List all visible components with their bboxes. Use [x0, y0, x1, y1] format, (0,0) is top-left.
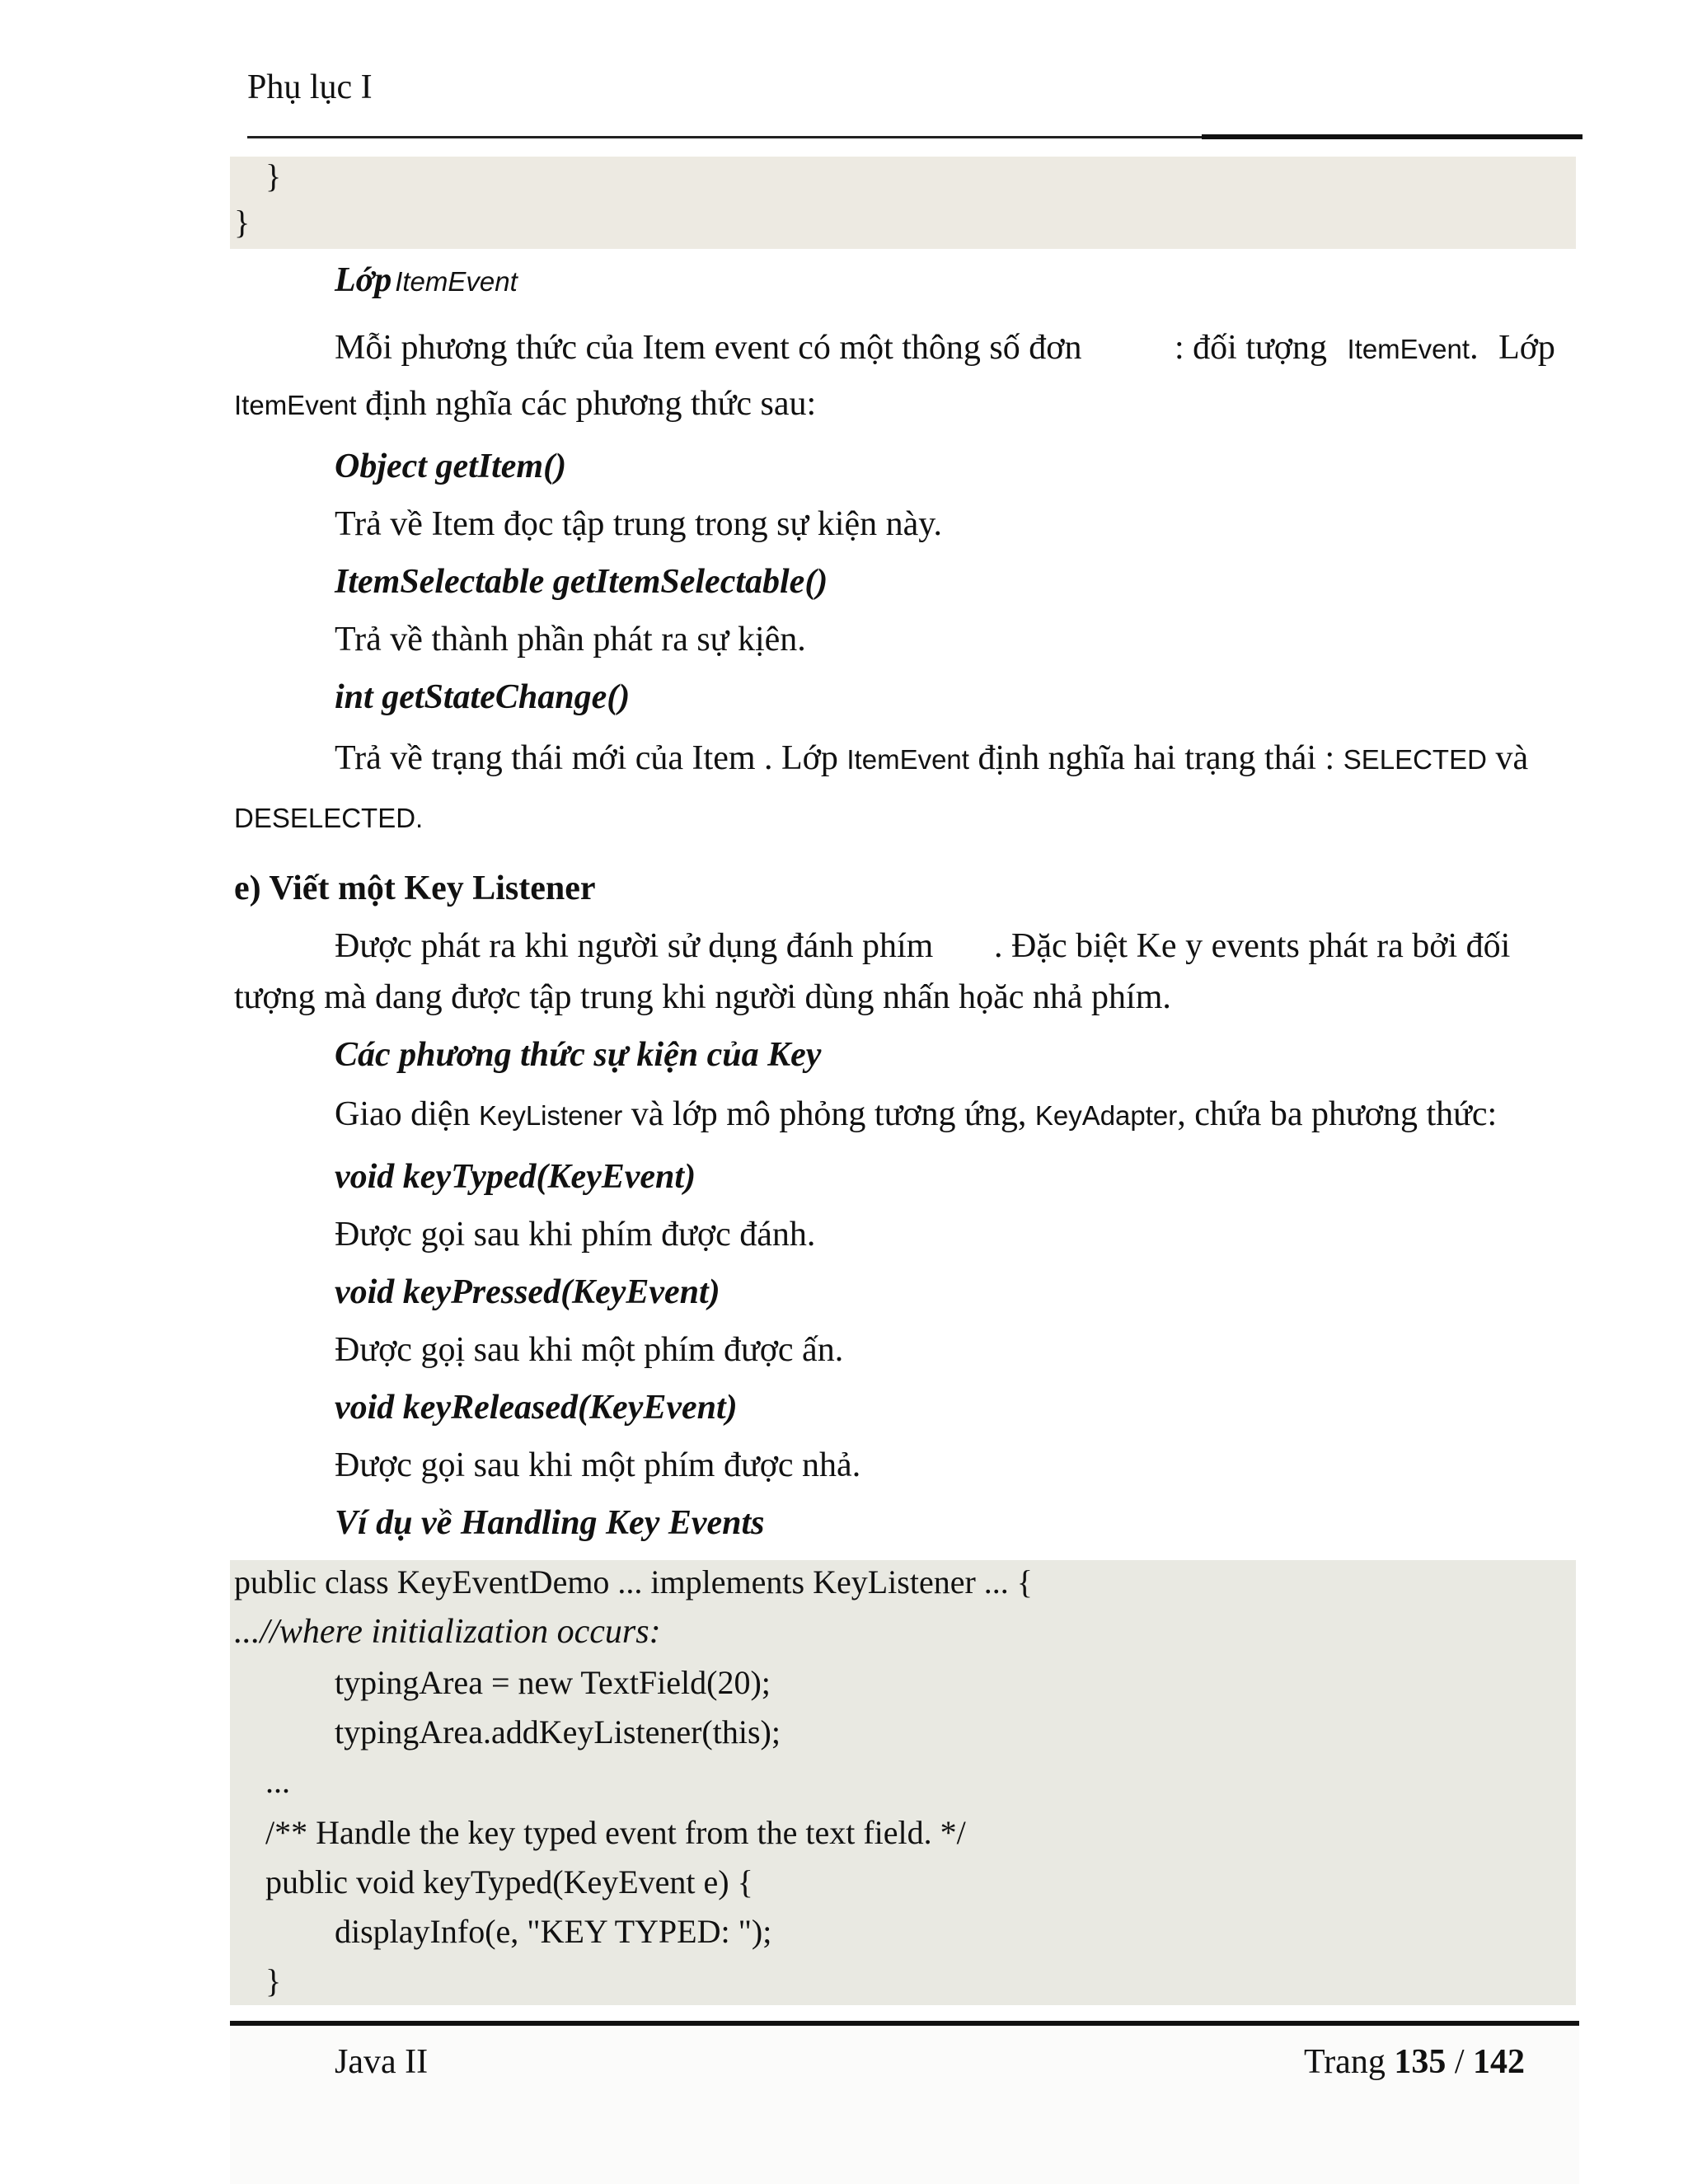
paragraph-line2	[234, 384, 816, 424]
page-total: 142	[1473, 2043, 1525, 2081]
text-span: .	[1470, 329, 1479, 367]
code-line: public void keyTyped(KeyEvent e) {	[265, 1863, 753, 1900]
text-span: Giao diện	[335, 1095, 471, 1133]
code-line: displayInfo(e, "KEY TYPED: ");	[335, 1913, 772, 1950]
class-name: ItemEvent	[1347, 334, 1470, 364]
page-number	[1304, 2042, 1525, 2082]
code-line: }	[265, 1962, 282, 1999]
text-span: và lớp mô phỏng tương ứng,	[631, 1095, 1027, 1133]
code-line: public class KeyEventDemo ... implements KeyListener ... {	[234, 1563, 1033, 1601]
method-description	[335, 738, 1528, 778]
paragraph: Được phát ra khi người sử dụng đánh phím	[335, 927, 934, 965]
method-signature: void keyPressed(KeyEvent)	[335, 1273, 720, 1311]
code-comment: ...//where initialization occurs:	[234, 1613, 661, 1651]
method-description: Được gọi sau khi phím được đánh.	[335, 1216, 816, 1254]
paragraph	[335, 1094, 1497, 1134]
code-line: typingArea = new TextField(20);	[335, 1664, 771, 1701]
paragraph: Mỗi phương thức của Item event có một thông số đơn	[335, 329, 1082, 367]
example-heading: Ví dụ về Handling Key Events	[335, 1504, 765, 1542]
class-name: ItemEvent	[234, 390, 357, 420]
page-separator: /	[1454, 2043, 1465, 2081]
constant-name: SELECTED	[1343, 744, 1487, 775]
text-span: định nghĩa hai trạng thái :	[978, 739, 1335, 777]
method-signature: void keyReleased(KeyEvent)	[335, 1389, 738, 1427]
heading-class: ItemEvent	[395, 266, 518, 297]
class-name: KeyListener	[478, 1100, 623, 1131]
method-signature: ItemSelectable getItemSelectable()	[335, 563, 828, 601]
heading-prefix: Lớp	[335, 261, 392, 299]
text-span: và	[1495, 739, 1529, 777]
page-header-title: Phụ lục I	[247, 68, 373, 106]
method-description: Được gọi sau khi một phím được nhả.	[335, 1446, 861, 1484]
paragraph-cont: . Đặc biệt Ke y events phát ra bởi đối	[994, 927, 1511, 965]
text-span: Lớp	[1498, 329, 1555, 367]
footer-book-title: Java II	[335, 2043, 429, 2081]
page-current: 135	[1394, 2043, 1447, 2081]
code-line: }	[234, 204, 251, 241]
constant-name: DESELECTED.	[234, 803, 424, 833]
subheading: Các phương thức sự kiện của Key	[335, 1036, 822, 1074]
paragraph-cont	[1175, 328, 1555, 368]
header-rule	[247, 136, 1203, 138]
text-span: : đối tượng	[1175, 329, 1327, 367]
code-line: }	[265, 157, 282, 194]
method-signature: Object getItem()	[335, 448, 567, 485]
method-signature: int getStateChange()	[335, 678, 631, 716]
method-description: Trả về Item đọc tập trung trong sự kiện này.	[335, 505, 943, 543]
header-rule-thick	[1202, 134, 1582, 139]
code-line: typingArea.addKeyListener(this);	[335, 1713, 781, 1750]
method-description: Trả về thành phần phát ra sự kịên.	[335, 621, 806, 658]
class-name: ItemEvent	[846, 744, 969, 775]
method-description: Được gọị sau khi một phím được ấn.	[335, 1331, 844, 1369]
section-heading-key-listener: e) Viết một Key Listener	[234, 869, 596, 907]
class-name: KeyAdapter	[1034, 1100, 1178, 1131]
code-comment: /** Handle the key typed event from the text field. */	[265, 1814, 966, 1851]
footer-rule	[230, 2021, 1579, 2026]
section-heading-itemevent	[335, 260, 518, 300]
text-span: định nghĩa các phương thức sau:	[365, 385, 817, 423]
code-line: ...	[265, 1763, 290, 1800]
method-signature: void keyTyped(KeyEvent)	[335, 1158, 696, 1196]
page-label: Trang	[1304, 2043, 1386, 2081]
code-block-top	[230, 157, 1576, 249]
text-span: Trả về trạng thái mới của Item . Lớp	[335, 739, 838, 777]
text-span: , chứa ba phương thức:	[1177, 1095, 1498, 1133]
paragraph-line2: tượng mà dang được tập trung khi người dùng nhấn họăc nhả phím.	[234, 978, 1171, 1016]
